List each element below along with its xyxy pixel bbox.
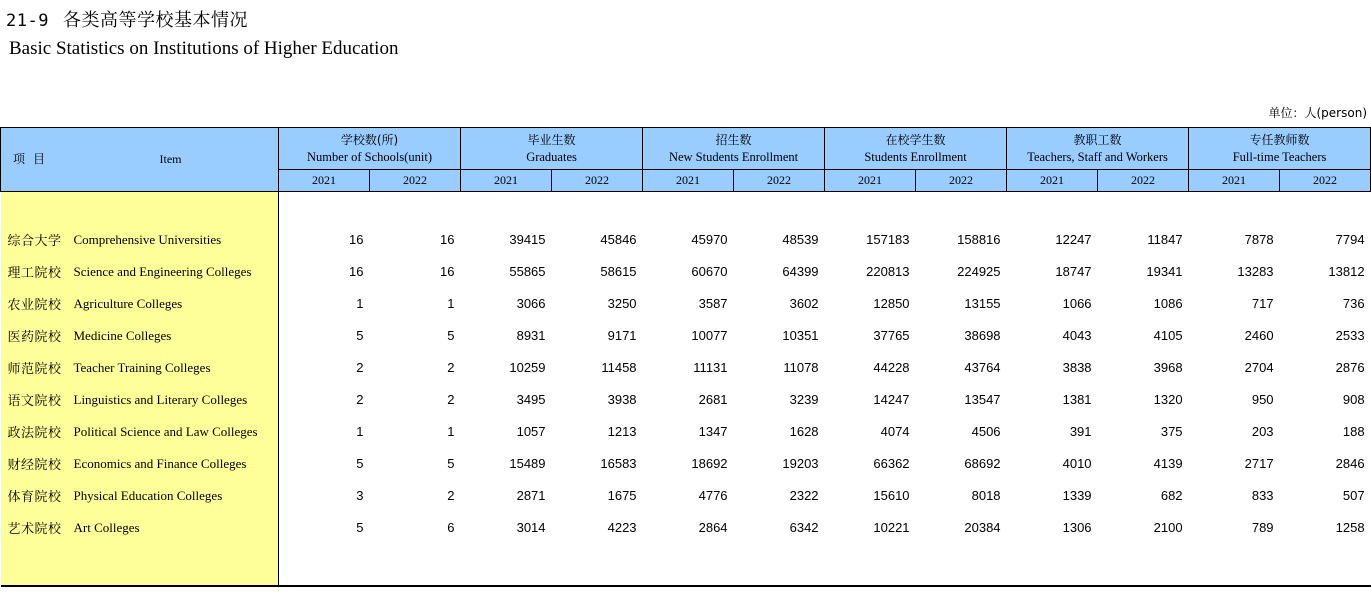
value-cell: 37765 bbox=[873, 328, 910, 343]
value-cell: 4223 bbox=[607, 520, 637, 535]
table-row bbox=[1, 320, 1371, 352]
value-cell: 43764 bbox=[964, 360, 1001, 375]
value-cell: 4506 bbox=[971, 424, 1001, 439]
value-cell: 3602 bbox=[789, 296, 819, 311]
value-cell: 2846 bbox=[1335, 456, 1365, 471]
year-header: 2021 bbox=[279, 170, 370, 192]
value-cell: 682 bbox=[1160, 488, 1183, 503]
value-cell: 188 bbox=[1342, 424, 1365, 439]
value-cell: 1066 bbox=[1062, 296, 1092, 311]
row-label-cn: 理工院校 bbox=[1, 256, 71, 288]
table-row bbox=[1, 480, 1371, 512]
title-cn-text: 各类高等学校基本情况 bbox=[62, 10, 248, 31]
value-cell: 45970 bbox=[691, 232, 728, 247]
row-label-en: Agriculture Colleges bbox=[71, 288, 279, 320]
value-cell: 833 bbox=[1251, 488, 1274, 503]
table-row bbox=[1, 224, 1371, 256]
value-cell: 12850 bbox=[873, 296, 910, 311]
header-group-students-enrollment: 在校学生数 Students Enrollment bbox=[825, 128, 1007, 170]
header-group-staff: 教职工数 Teachers, Staff and Workers bbox=[1007, 128, 1189, 170]
value-cell: 10351 bbox=[782, 328, 819, 343]
value-cell: 8018 bbox=[971, 488, 1001, 503]
value-cell: 3495 bbox=[516, 392, 546, 407]
value-cell: 12247 bbox=[1055, 232, 1092, 247]
value-cell: 5 bbox=[356, 456, 364, 471]
value-cell: 16583 bbox=[600, 456, 637, 471]
value-cell: 55865 bbox=[509, 264, 546, 279]
value-cell: 2100 bbox=[1153, 520, 1183, 535]
value-cell: 3066 bbox=[516, 296, 546, 311]
value-cell: 4010 bbox=[1062, 456, 1092, 471]
value-cell: 1258 bbox=[1335, 520, 1365, 535]
value-cell: 11847 bbox=[1147, 232, 1183, 247]
value-cell: 8931 bbox=[516, 328, 546, 343]
value-cell: 1628 bbox=[789, 424, 819, 439]
value-cell: 1675 bbox=[607, 488, 637, 503]
value-cell: 3 bbox=[356, 488, 364, 503]
value-cell: 3239 bbox=[789, 392, 819, 407]
value-cell: 3587 bbox=[698, 296, 728, 311]
value-cell: 736 bbox=[1342, 296, 1365, 311]
value-cell: 3938 bbox=[607, 392, 637, 407]
value-cell: 2533 bbox=[1335, 328, 1365, 343]
value-cell: 7794 bbox=[1335, 232, 1365, 247]
value-cell: 6342 bbox=[789, 520, 819, 535]
value-cell: 4105 bbox=[1153, 328, 1183, 343]
row-label-en: Comprehensive Universities bbox=[71, 224, 279, 256]
value-cell: 5 bbox=[356, 520, 364, 535]
table-row bbox=[1, 352, 1371, 384]
value-cell: 10077 bbox=[691, 328, 728, 343]
row-label-en: Political Science and Law Colleges bbox=[71, 416, 279, 448]
value-cell: 4139 bbox=[1153, 456, 1183, 471]
year-header: 2022 bbox=[552, 170, 643, 192]
value-cell: 10221 bbox=[873, 520, 910, 535]
value-cell: 4074 bbox=[880, 424, 910, 439]
value-cell: 158816 bbox=[957, 232, 1001, 247]
value-cell: 13283 bbox=[1237, 264, 1274, 279]
table-body bbox=[1, 192, 1371, 586]
value-cell: 15610 bbox=[873, 488, 910, 503]
value-cell: 1 bbox=[447, 296, 455, 311]
row-label-cn: 政法院校 bbox=[1, 416, 71, 448]
value-cell: 16 bbox=[349, 232, 364, 247]
year-header: 2022 bbox=[370, 170, 461, 192]
value-cell: 391 bbox=[1069, 424, 1092, 439]
value-cell: 2460 bbox=[1244, 328, 1274, 343]
row-label-en: Medicine Colleges bbox=[71, 320, 279, 352]
value-cell: 203 bbox=[1251, 424, 1274, 439]
row-label-cn: 综合大学 bbox=[1, 224, 71, 256]
spacer-row bbox=[1, 544, 1371, 586]
value-cell: 1 bbox=[356, 424, 364, 439]
page-title-cn bbox=[6, 6, 248, 32]
value-cell: 19203 bbox=[782, 456, 819, 471]
row-label-cn: 语文院校 bbox=[1, 384, 71, 416]
value-cell: 1306 bbox=[1062, 520, 1092, 535]
value-cell: 3014 bbox=[516, 520, 546, 535]
table-row bbox=[1, 512, 1371, 544]
year-header: 2021 bbox=[825, 170, 916, 192]
value-cell: 5 bbox=[447, 328, 455, 343]
value-cell: 60670 bbox=[691, 264, 728, 279]
value-cell: 19341 bbox=[1146, 264, 1183, 279]
year-header: 2021 bbox=[1007, 170, 1098, 192]
row-label-cn: 艺术院校 bbox=[1, 512, 71, 544]
value-cell: 2 bbox=[447, 360, 455, 375]
value-cell: 789 bbox=[1251, 520, 1274, 535]
year-header: 2022 bbox=[1280, 170, 1371, 192]
row-label-en: Physical Education Colleges bbox=[71, 480, 279, 512]
value-cell: 11458 bbox=[601, 360, 637, 375]
value-cell: 16 bbox=[349, 264, 364, 279]
value-cell: 5 bbox=[356, 328, 364, 343]
header-item-en: Item bbox=[71, 128, 279, 192]
row-label-cn: 体育院校 bbox=[1, 480, 71, 512]
row-label-cn: 医药院校 bbox=[1, 320, 71, 352]
table-row bbox=[1, 416, 1371, 448]
value-cell: 16 bbox=[440, 232, 455, 247]
header-group-schools: 学校数(所) Number of Schools(unit) bbox=[279, 128, 461, 170]
value-cell: 1057 bbox=[516, 424, 546, 439]
value-cell: 3838 bbox=[1062, 360, 1092, 375]
value-cell: 950 bbox=[1251, 392, 1274, 407]
value-cell: 20384 bbox=[964, 520, 1001, 535]
value-cell: 11078 bbox=[783, 360, 819, 375]
value-cell: 717 bbox=[1251, 296, 1274, 311]
table-number: 21-9 bbox=[6, 11, 49, 31]
value-cell: 45846 bbox=[600, 232, 637, 247]
value-cell: 2 bbox=[356, 360, 364, 375]
value-cell: 39415 bbox=[509, 232, 546, 247]
row-label-cn: 师范院校 bbox=[1, 352, 71, 384]
value-cell: 2717 bbox=[1244, 456, 1274, 471]
table-row bbox=[1, 288, 1371, 320]
header-row-groups bbox=[1, 128, 1371, 170]
value-cell: 10259 bbox=[509, 360, 546, 375]
value-cell: 1 bbox=[356, 296, 364, 311]
value-cell: 220813 bbox=[866, 264, 910, 279]
table-row bbox=[1, 384, 1371, 416]
spacer-row bbox=[1, 192, 1371, 224]
value-cell: 64399 bbox=[782, 264, 819, 279]
year-header: 2022 bbox=[1098, 170, 1189, 192]
value-cell: 2 bbox=[356, 392, 364, 407]
value-cell: 4776 bbox=[698, 488, 728, 503]
value-cell: 2 bbox=[447, 392, 455, 407]
value-cell: 908 bbox=[1342, 392, 1365, 407]
value-cell: 375 bbox=[1160, 424, 1183, 439]
value-cell: 2 bbox=[447, 488, 455, 503]
value-cell: 38698 bbox=[964, 328, 1001, 343]
value-cell: 2864 bbox=[698, 520, 728, 535]
table-row bbox=[1, 256, 1371, 288]
unit-label: 单位：人(person) bbox=[1268, 106, 1367, 120]
value-cell: 2322 bbox=[789, 488, 819, 503]
row-label-en: Science and Engineering Colleges bbox=[71, 256, 279, 288]
value-cell: 1 bbox=[447, 424, 455, 439]
value-cell: 15489 bbox=[509, 456, 546, 471]
value-cell: 2681 bbox=[698, 392, 728, 407]
year-header: 2022 bbox=[734, 170, 825, 192]
value-cell: 68692 bbox=[964, 456, 1001, 471]
header-group-graduates: 毕业生数 Graduates bbox=[461, 128, 643, 170]
value-cell: 66362 bbox=[873, 456, 910, 471]
value-cell: 11131 bbox=[693, 360, 728, 375]
value-cell: 7878 bbox=[1244, 232, 1274, 247]
header-group-fulltime-teachers: 专任教师数 Full-time Teachers bbox=[1189, 128, 1371, 170]
value-cell: 1381 bbox=[1062, 392, 1092, 407]
value-cell: 2876 bbox=[1335, 360, 1365, 375]
row-label-en: Teacher Training Colleges bbox=[71, 352, 279, 384]
value-cell: 6 bbox=[447, 520, 455, 535]
year-header: 2022 bbox=[916, 170, 1007, 192]
value-cell: 48539 bbox=[782, 232, 819, 247]
header-group-new-enrollment: 招生数 New Students Enrollment bbox=[643, 128, 825, 170]
header-item-cn: 项目 bbox=[1, 128, 71, 192]
value-cell: 1347 bbox=[698, 424, 728, 439]
value-cell: 2704 bbox=[1244, 360, 1274, 375]
value-cell: 1086 bbox=[1153, 296, 1183, 311]
row-label-cn: 农业院校 bbox=[1, 288, 71, 320]
value-cell: 13547 bbox=[964, 392, 1001, 407]
value-cell: 157183 bbox=[866, 232, 910, 247]
table-row bbox=[1, 448, 1371, 480]
value-cell: 16 bbox=[440, 264, 455, 279]
value-cell: 5 bbox=[447, 456, 455, 471]
value-cell: 1339 bbox=[1062, 488, 1092, 503]
value-cell: 224925 bbox=[957, 264, 1001, 279]
page-title-en: Basic Statistics on Institutions of Higher Education bbox=[9, 38, 399, 59]
year-header: 2021 bbox=[643, 170, 734, 192]
value-cell: 507 bbox=[1342, 488, 1365, 503]
value-cell: 3250 bbox=[607, 296, 637, 311]
year-header: 2021 bbox=[461, 170, 552, 192]
value-cell: 13812 bbox=[1328, 264, 1365, 279]
value-cell: 1213 bbox=[607, 424, 637, 439]
value-cell: 58615 bbox=[600, 264, 637, 279]
value-cell: 4043 bbox=[1062, 328, 1092, 343]
row-label-en: Linguistics and Literary Colleges bbox=[71, 384, 279, 416]
row-label-en: Economics and Finance Colleges bbox=[71, 448, 279, 480]
row-label-cn: 财经院校 bbox=[1, 448, 71, 480]
value-cell: 44228 bbox=[873, 360, 910, 375]
value-cell: 9171 bbox=[607, 328, 637, 343]
year-header: 2021 bbox=[1189, 170, 1280, 192]
value-cell: 18692 bbox=[691, 456, 728, 471]
value-cell: 13155 bbox=[964, 296, 1001, 311]
value-cell: 14247 bbox=[873, 392, 910, 407]
row-label-en: Art Colleges bbox=[71, 512, 279, 544]
value-cell: 2871 bbox=[516, 488, 546, 503]
value-cell: 3968 bbox=[1153, 360, 1183, 375]
value-cell: 18747 bbox=[1055, 264, 1092, 279]
value-cell: 1320 bbox=[1153, 392, 1183, 407]
statistics-table bbox=[0, 127, 1371, 587]
